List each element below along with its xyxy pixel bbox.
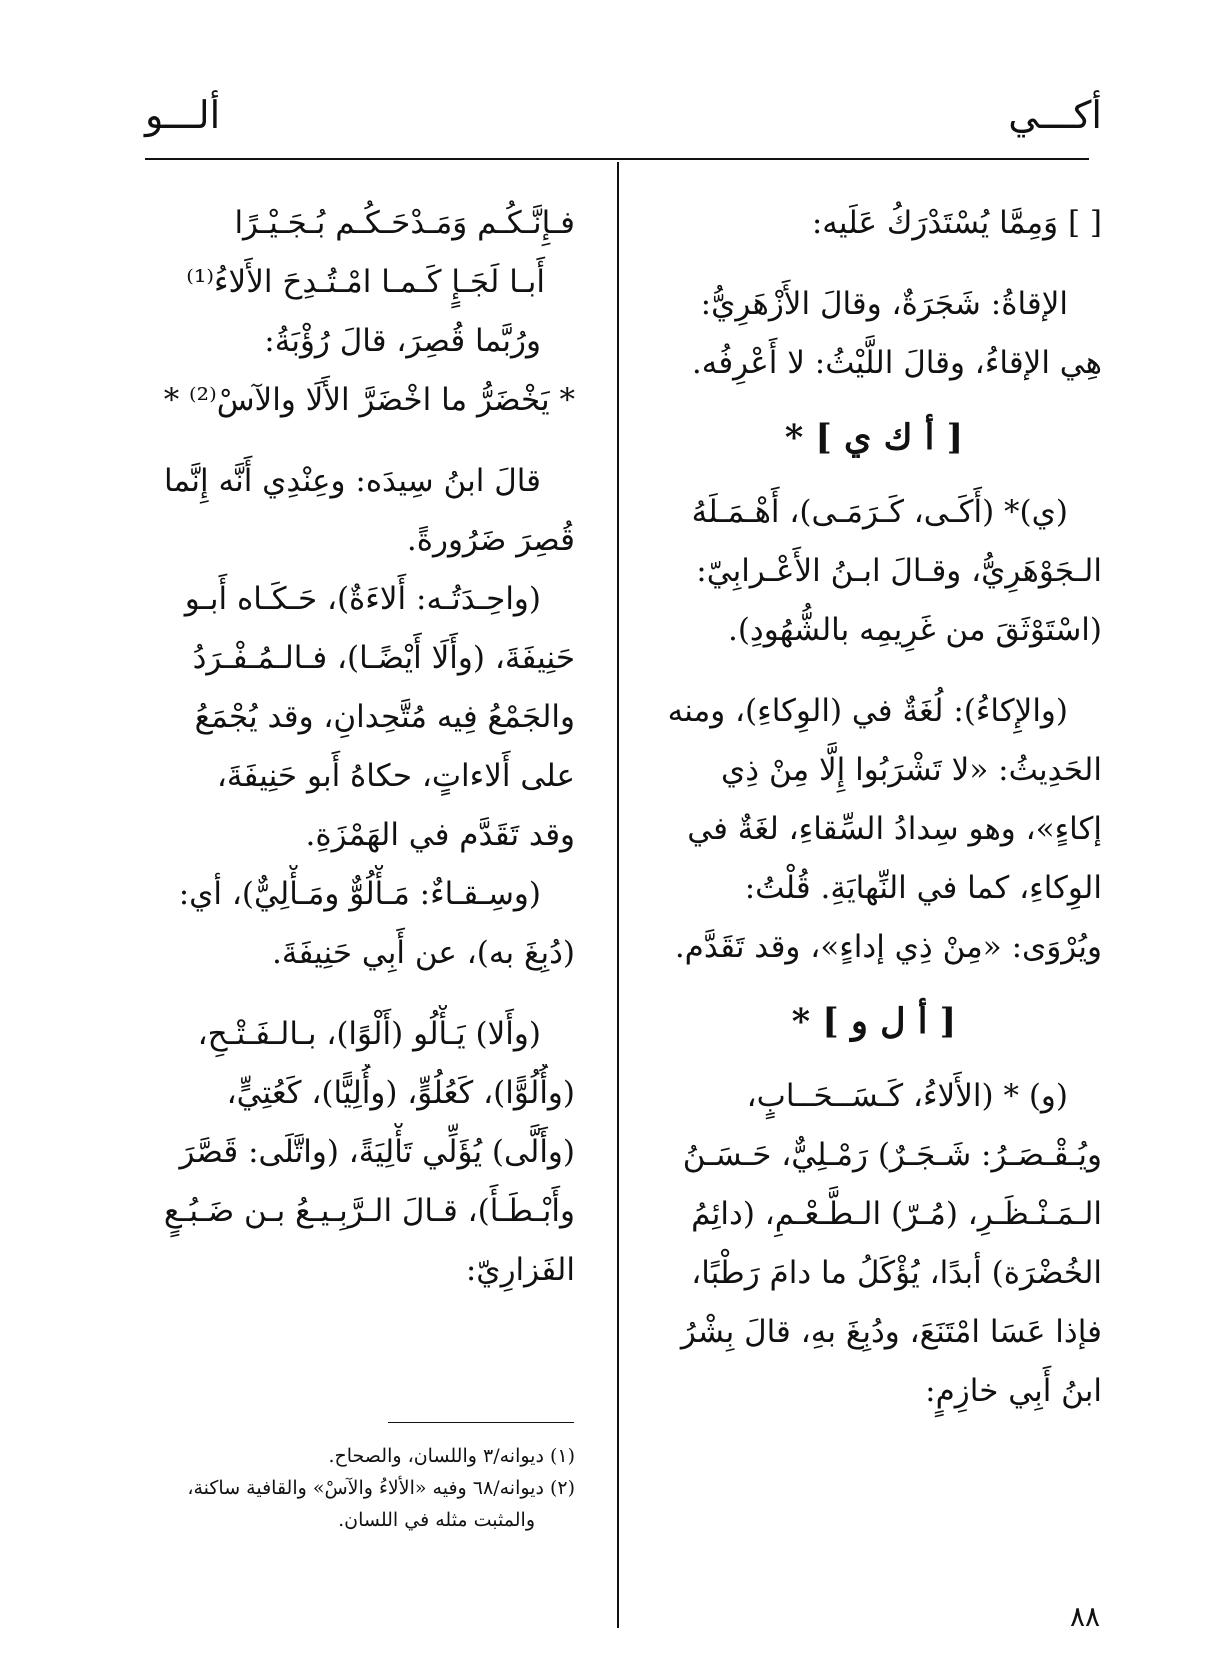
column-divider	[617, 162, 619, 1628]
text-line: وأَبْـطَـأَ)، قـالَ الـرَّبِـيـعُ بـن ضَـبُـعٍ	[163, 1193, 575, 1229]
text-line: (واحِـدَتُـه: أَلاءَةٌ)، حَـكَـاه أَبـو	[184, 581, 541, 617]
text-line: الوِكاءِ، كما في النِّهايَةِ. قُلْتُ:	[744, 870, 1102, 906]
footnote: (٢) ديوانه/٦٨ وفيه «الألاءُ والآسْ» والقافية ساكنة،	[187, 1477, 575, 1499]
text-line: حَنِيفَةَ، (وأَلَا أَيْضًـا)، فـالـمُـفْـرَدُ	[192, 640, 575, 676]
text-line: ويُـقْـصَـرُ: شَـجَـرٌ) رَمْـلِيٌّ، حَـسَـنُ	[682, 1137, 1102, 1173]
poem-verse: أَبـا لَجَـإٍ كَـمـا امْـتُـدِحَ الأَلاءُ⁽¹⁾	[186, 264, 545, 300]
footnote: والمثبت مثله في اللسان.	[338, 1509, 535, 1531]
page-number: ٨٨	[1070, 1600, 1101, 1633]
text-line: (ي)* (أَكَـى، كَـرَمَـى)، أَهْـمَـلَهُ	[691, 494, 1068, 530]
text-line: ويُرْوَى: «مِنْ ذِي إداءٍ»، وقد تَقَدَّم.	[674, 929, 1102, 965]
text-line: [ ] وَمِمَّا يُسْتَدْرَكُ عَلَيه:	[811, 205, 1102, 241]
text-line: الفَزارِيّ:	[465, 1252, 575, 1288]
text-line: (وأُلُوًّا)، كَعُلُوٍّ، (وأُلِيًّا)، كَعُتِيٍّ،	[226, 1075, 575, 1111]
text-line: الإقاةُ: شَجَرَةٌ، وقالَ الأَزْهَرِيُّ:	[700, 286, 1068, 322]
text-line: (و) * (الأَلاءُ، كَـسَــحَــابٍ،	[746, 1078, 1068, 1114]
text-line: إكاءٍ»، وهو سِدادُ السِّقاءِ، لغَةٌ في	[687, 811, 1102, 847]
text-line: الـمَـنْـظَـرِ، (مُـرّ) الـطَّـعْـمِ، (دائِمُ	[691, 1196, 1102, 1232]
text-line: (اسْتَوْثَقَ من غَرِيمِه بالشُّهُودِ).	[727, 612, 1102, 648]
text-line: فإذا عَسَا امْتَنَعَ، ودُبِغَ بهِ، قالَ بِشْرُ	[680, 1314, 1102, 1350]
text-line: ورُبَّما قُصِرَ، قالَ رُؤْبَةُ:	[264, 323, 541, 359]
poem-verse: فـإِنَّـكُـم وَمَـدْحَـكُـم بُـجَـيْـرًا	[234, 205, 575, 241]
text-line: الـجَوْهَرِيُّ، وقـالَ ابـنُ الأَعْـرابِيّ:	[696, 553, 1102, 589]
text-line: (وأَلَّى) يُؤَلِّي تَأْلِيَةً، (واتَّلَى: قَصَّرَ	[179, 1134, 575, 1170]
footnote: (١) ديوانه/٣ واللسان، والصحاح.	[328, 1445, 575, 1467]
left-column	[145, 194, 575, 1300]
entry-heading: [ أ ك ي ] *	[784, 417, 964, 458]
header-rule	[145, 158, 1089, 160]
text-line: الحَدِيثُ: «لا تَشْرَبُوا إِلَّا مِنْ ذِي	[721, 752, 1102, 788]
running-header-left: ألـــو	[145, 93, 221, 137]
text-line: والجَمْعُ فِيه مُتَّحِدانِ، وقد يُجْمَعُ	[194, 699, 575, 735]
text-line: قالَ ابنُ سِيدَه: وعِنْدِي أَنَّه إِنَّما	[163, 463, 541, 499]
text-line: (وسِـقـاءٌ: مَـأْلُوٌّ ومَـأْلِيٌّ)، أي:	[178, 876, 541, 912]
entry-heading: [ أ ل و ] *	[791, 1001, 957, 1042]
text-line: (وأَلا) يَـأْلُو (أَلْوًا)، بـالـفَـتْـحِ،	[197, 1016, 541, 1052]
running-header-right: أكـــي	[1008, 93, 1102, 137]
text-line: (والإِكاءُ): لُغَةٌ في (الوِكاءِ)، ومنه	[667, 693, 1068, 729]
text-line: الخُضْرَة) أبدًا، يُؤْكَلُ ما دامَ رَطْبًا،	[691, 1255, 1102, 1291]
text-line: ابنُ أَبِي خازِمٍ:	[925, 1373, 1102, 1409]
right-column	[646, 194, 1102, 1421]
text-line: وقد تَقَدَّم في الهَمْزَةِ.	[305, 817, 575, 853]
text-line: قُصِرَ ضَرُورةً.	[406, 522, 575, 558]
text-line: (دُبِغَ به)، عن أَبِي حَنِيفَةَ.	[272, 935, 575, 971]
text-line: على أَلاءاتٍ، حكاهُ أَبو حَنِيفَةَ،	[216, 758, 575, 794]
poem-verse: * يَخْضَرُّ ما اخْضَرَّ الأَلَا والآسْ⁽²⁾ *	[163, 382, 575, 418]
footnote-rule	[388, 1422, 574, 1423]
text-line: هِي الإقاءُ، وقالَ اللَّيْثُ: لا أَعْرِفُه.	[691, 345, 1102, 381]
